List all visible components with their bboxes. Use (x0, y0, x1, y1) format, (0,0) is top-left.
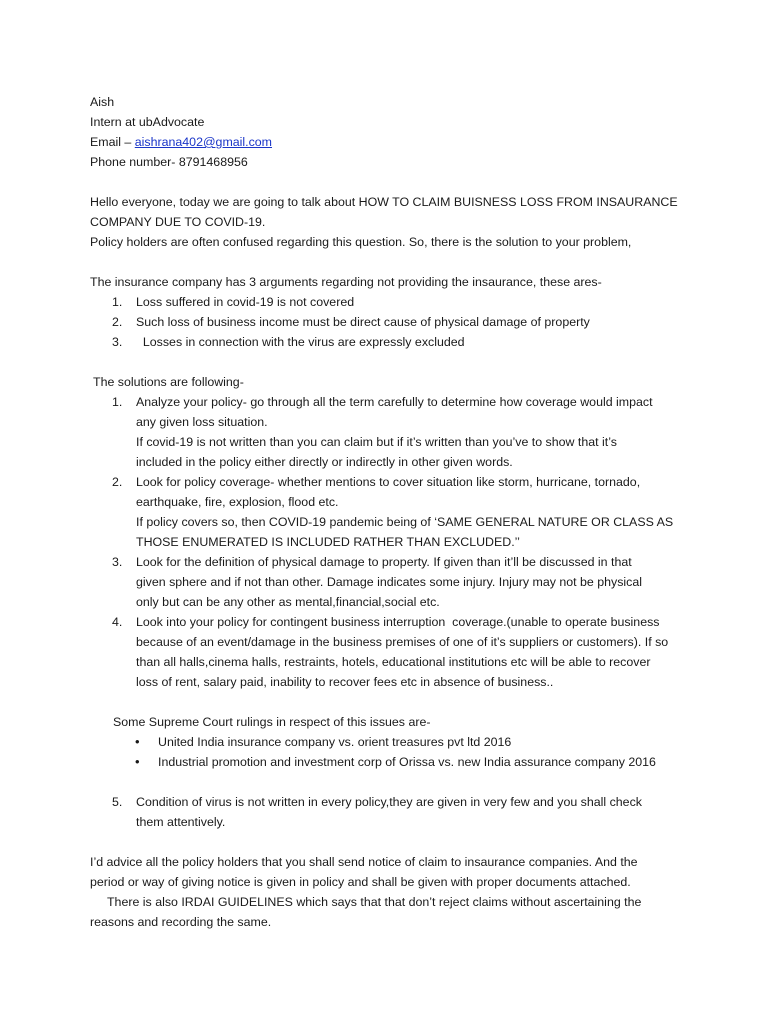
solution-line: because of an event/damage in the business premises of one of it’s suppliers or customers). If so (136, 635, 669, 649)
solution-line: Look for policy coverage- whether mentions to cover situation like storm, hurricane, tornado, (136, 475, 641, 489)
argument-item: Losses in connection with the virus are expressly excluded (136, 335, 465, 349)
solution-line: If policy covers so, then COVID-19 pandemic being of ‘SAME GENERAL NATURE OR CLASS AS (136, 515, 674, 529)
email-line (90, 132, 272, 152)
solution-line: If covid-19 is not written than you can claim but if it’s written than you’ve to show that it’s (136, 435, 617, 449)
email-label: Email – (90, 135, 135, 149)
closing-line: I’d advice all the policy holders that you shall send notice of claim to insaurance companies. And the (90, 855, 638, 869)
solution-line: THOSE ENUMERATED IS INCLUDED RATHER THAN EXCLUDED.’’ (136, 535, 520, 549)
solution-line: earthquake, fire, explosion, flood etc. (136, 495, 339, 509)
closing-line: reasons and recording the same. (90, 915, 272, 929)
rulings-heading: Some Supreme Court rulings in respect of this issues are- (113, 715, 431, 729)
argument-item: Such loss of business income must be direct cause of physical damage of property (136, 315, 590, 329)
phone-line: Phone number- 8791468956 (90, 155, 248, 169)
bullet-icon: • (135, 734, 140, 749)
list-number: 5. (112, 795, 123, 809)
solution-line: only but can be any other as mental,financial,social etc. (136, 595, 440, 609)
email-link[interactable]: aishrana402@gmail.com (134, 135, 273, 149)
list-number: 3. (112, 555, 123, 569)
intro-line: Hello everyone, today we are going to talk about HOW TO CLAIM BUISNESS LOSS FROM INSAURANCE (90, 195, 678, 209)
solution-line: Condition of virus is not written in every policy,they are given in very few and you shall check (136, 795, 642, 809)
solution-line: loss of rent, salary paid, inability to recover fees etc in absence of business.. (136, 675, 554, 689)
solution-line: any given loss situation. (136, 415, 268, 429)
bullet-icon: • (135, 754, 140, 769)
solutions-heading: The solutions are following- (93, 375, 244, 389)
intro-line: Policy holders are often confused regarding this question. So, there is the solution to your problem, (90, 235, 632, 249)
solution-line: them attentively. (136, 815, 226, 829)
intro-line: COMPANY DUE TO COVID-19. (90, 215, 266, 229)
list-number: 2. (112, 315, 123, 329)
author-name: Aish (90, 95, 115, 109)
closing-line: period or way of giving notice is given in policy and shall be given with proper documents attached. (90, 875, 631, 889)
argument-item: Loss suffered in covid-19 is not covered (136, 295, 355, 309)
solution-line: included in the policy either directly or indirectly in other given words. (136, 455, 513, 469)
arguments-heading: The insurance company has 3 arguments regarding not providing the insaurance, these ares- (90, 275, 602, 289)
solution-line: Analyze your policy- go through all the term carefully to determine how coverage would impact (136, 395, 653, 409)
solution-line: than all halls,cinema halls, restraints, hotels, educational institutions etc will be able to recover (136, 655, 651, 669)
closing-line: There is also IRDAI GUIDELINES which says that that don’t reject claims without ascertaining the (90, 895, 642, 909)
list-number: 1. (112, 295, 123, 309)
list-number: 1. (112, 395, 123, 409)
ruling-item: United India insurance company vs. orient treasures pvt ltd 2016 (158, 735, 512, 749)
author-position: Intern at ubAdvocate (90, 115, 205, 129)
ruling-item: Industrial promotion and investment corp of Orissa vs. new India assurance company 2016 (158, 755, 656, 769)
solution-line: Look into your policy for contingent business interruption coverage.(unable to operate business (136, 615, 660, 629)
list-number: 2. (112, 475, 123, 489)
solution-line: given sphere and if not than other. Damage indicates some injury. Injury may not be physical (136, 575, 643, 589)
list-number: 4. (112, 615, 123, 629)
list-number: 3. (112, 335, 123, 349)
solution-line: Look for the definition of physical damage to property. If given than it’ll be discussed in that (136, 555, 632, 569)
